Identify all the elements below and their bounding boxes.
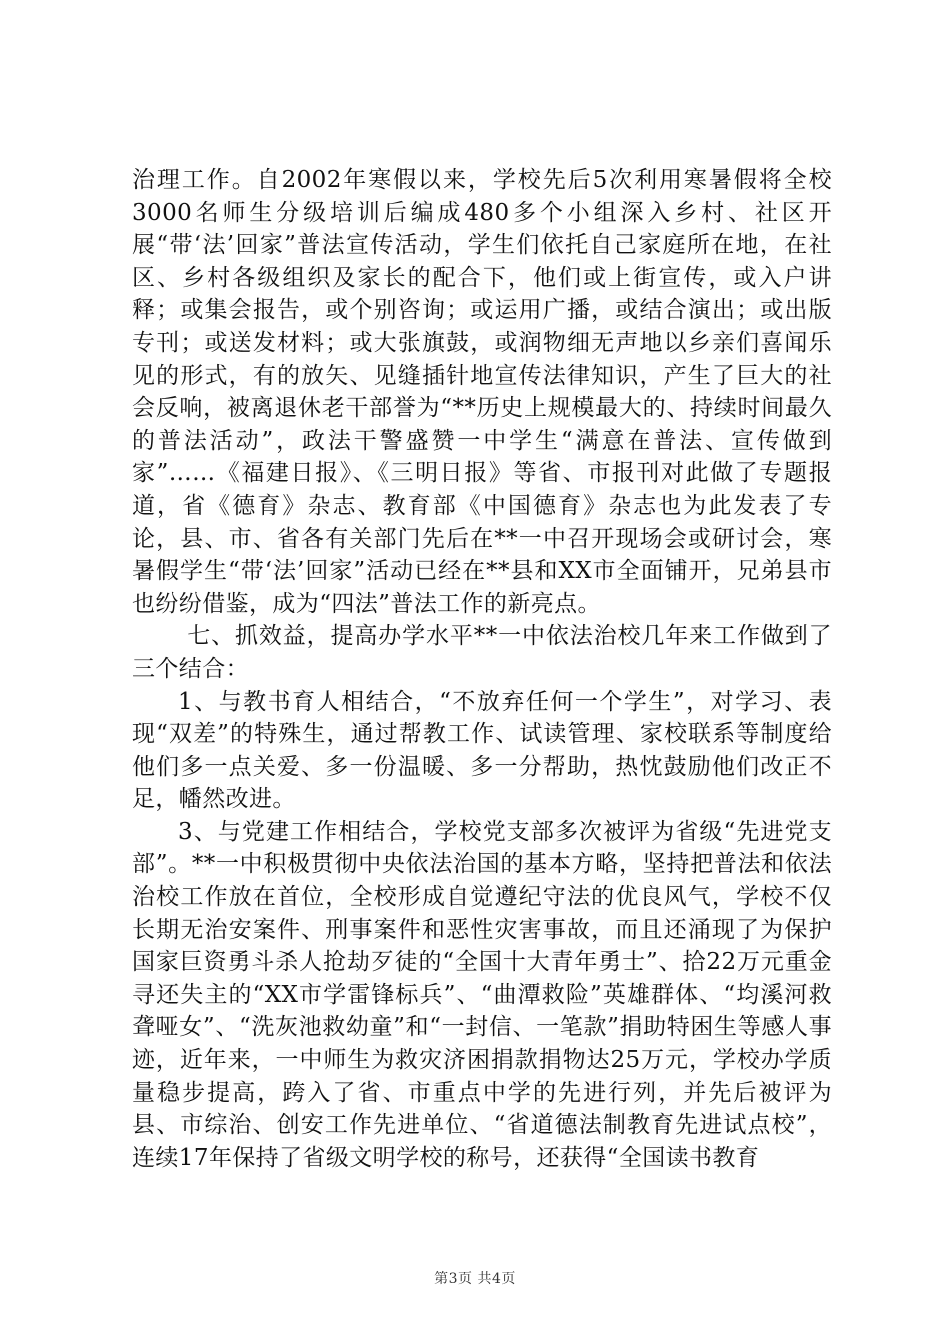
paragraph-item-three: 3、与党建工作相结合，学校党支部多次被评为省级“先进党支部”。**一中积极贯彻中央依法治国的基本方略，坚持把普法和依法治校工作放在首位，全校形成自觉遵纪守法的优良风气，学校不仅长期无治安案件、刑事案件和恶性灾害事故，而且还涌现了为保护国家巨资勇斗杀人抢劫歹徒的“全国十大青年勇士”、拾22万元重金寻还失主的“XX市学雷锋标兵”、“曲潭救险”英雄群体、“均溪河救聋哑女”、“洗灰池救幼童”和“一封信、一笔款”捐助特困生等感人事迹，近年来，一中师生为救灾济困捐款捐物达25万元，学校办学质量稳步提高，跨入了省、市重点中学的先进行列，并先后被评为县、市综治、创安工作先进单位、“省道德法制教育先进试点校”，连续17年保持了省级文明学校的称号，还获得“全国读书教育 xyxy=(132,818,832,1171)
paragraph-section-seven: 七、抓效益，提高办学水平**一中依法治校几年来工作做到了三个结合： xyxy=(132,623,832,682)
paragraph-item-one: 1、与教书育人相结合，“不放弃任何一个学生”，对学习、表现“双差”的特殊生，通过帮教工作、试读管理、家校联系等制度给他们多一点关爱、多一份温暖、多一分帮助，热忱鼓励他们改正不足，幡然改进。 xyxy=(132,688,832,813)
page-footer: 第3页 共4页 xyxy=(434,1271,516,1287)
document-body xyxy=(132,164,832,1174)
paragraph-continuation: 治理工作。自2002年寒假以来，学校先后5次利用寒暑假将全校3000名师生分级培训后编成480多个小组深入乡村、社区开展“带‘法’回家”普法宣传活动，学生们依托自己家庭所在地，在社区、乡村各级组织及家长的配合下，他们或上街宣传，或入户讲释；或集会报告，或个别咨询；或运用广播，或结合演出；或出版专刊；或送发材料；或大张旗鼓，或润物细无声地以乡亲们喜闻乐见的形式，有的放矢、见缝插针地宣传法律知识，产生了巨大的社会反响，被离退休老干部誉为“**历史上规模最大的、持续时间最久的普法活动”，政法干警盛赞一中学生“满意在普法、宣传做到家”……《福建日报》、《三明日报》等省、市报刊对此做了专题报道，省《德育》杂志、教育部《中国德育》杂志也为此发表了专论，县、市、省各有关部门先后在**一中召开现场会或研讨会，寒暑假学生“带‘法’回家”活动已经在**县和XX市全面铺开，兄弟县市也纷纷借鉴，成为“四法”普法工作的新亮点。 xyxy=(132,167,832,617)
